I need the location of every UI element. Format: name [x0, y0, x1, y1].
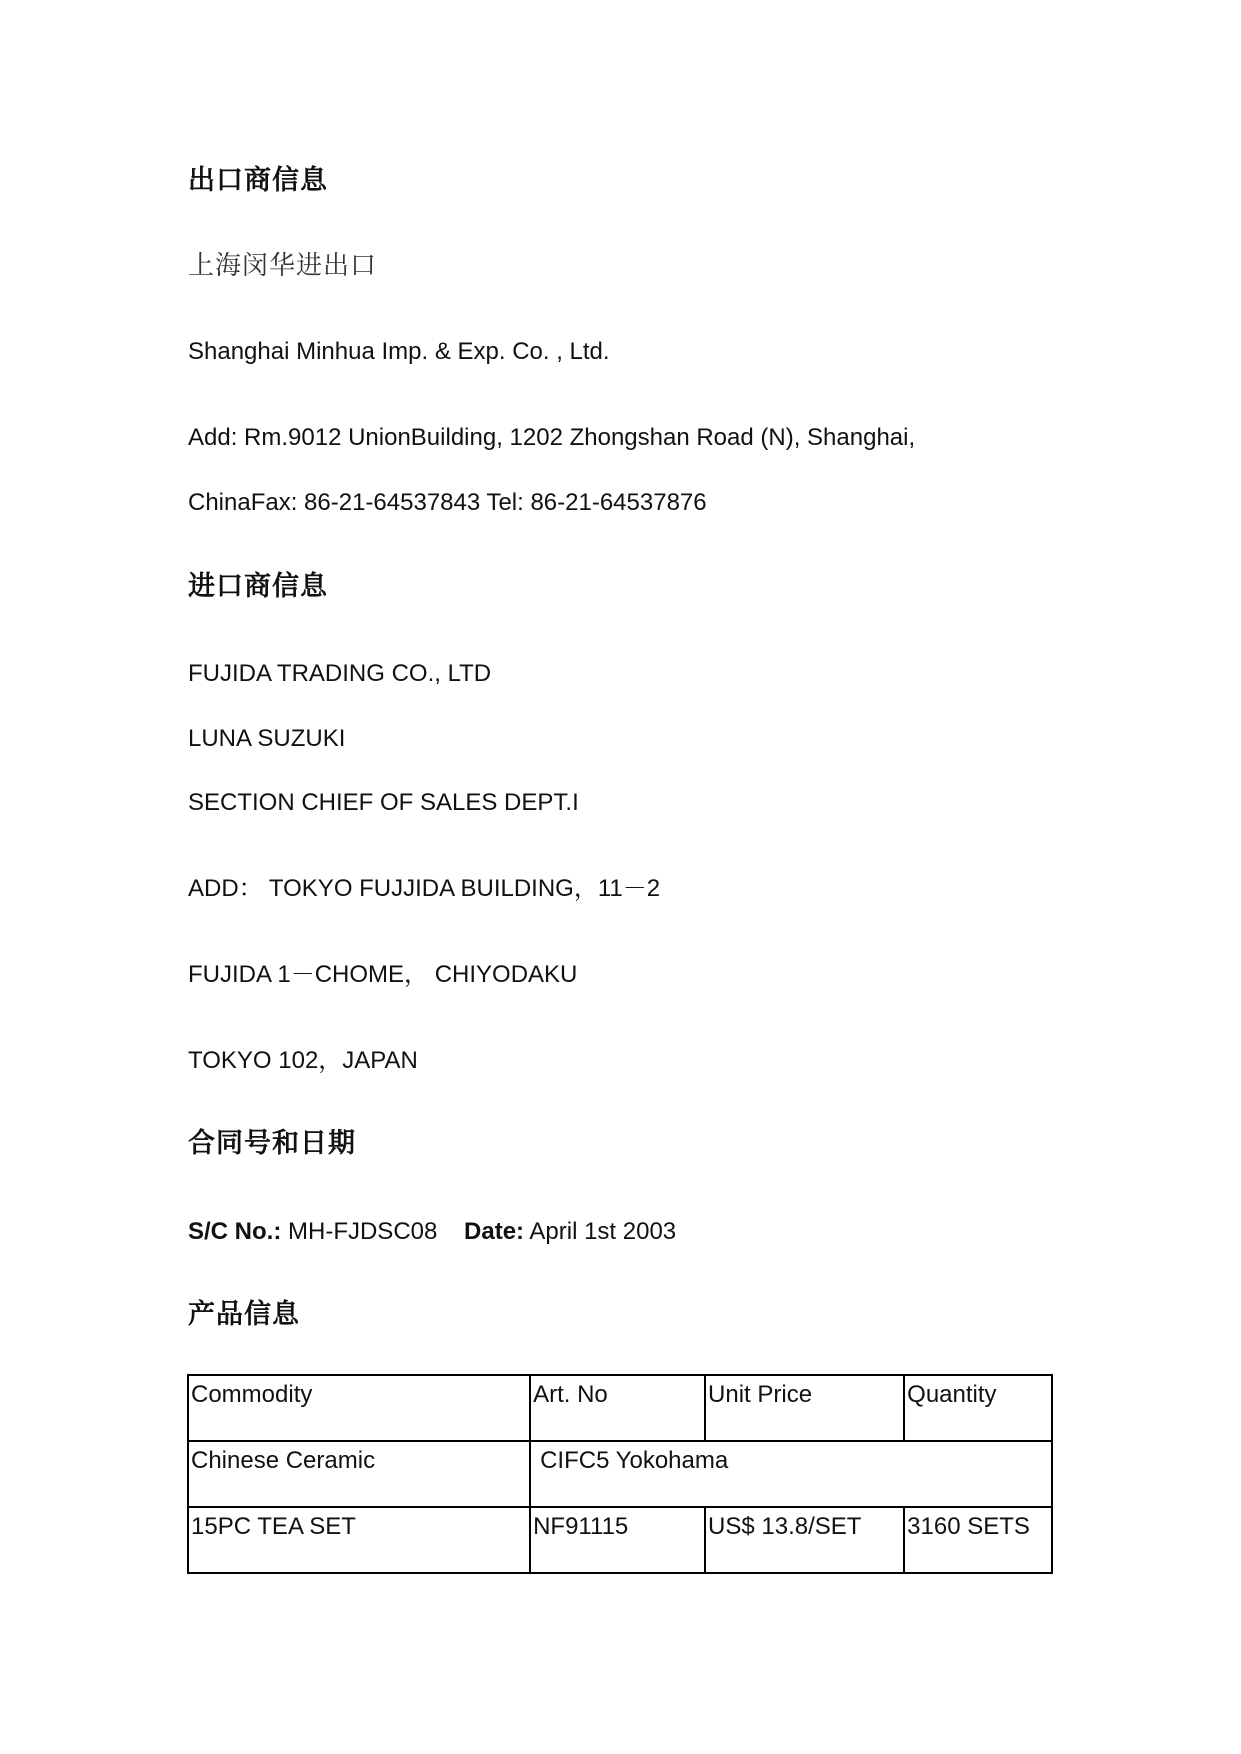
sc-no-value: MH-FJDSC08: [288, 1218, 438, 1245]
contract-line: [188, 1217, 676, 1247]
header-commodity: Commodity: [188, 1375, 530, 1441]
header-unit-price: Unit Price: [705, 1375, 904, 1441]
cell-commodity: Chinese Ceramic: [188, 1441, 530, 1507]
date-label: Date:: [464, 1218, 525, 1245]
cell-trade-terms: CIFC5 Yokohama: [530, 1441, 1052, 1507]
contract-heading: 合同号和日期: [188, 1128, 356, 1159]
exporter-contact-line: ChinaFax: 86-21-64537843 Tel: 86-21-64537876: [188, 489, 707, 516]
exporter-name-cn: 上海闵华进出口: [188, 251, 378, 281]
sc-no-label: S/C No.:: [188, 1218, 282, 1245]
cell-quantity: 3160 SETS: [904, 1507, 1052, 1573]
cell-unit-price: US$ 13.8/SET: [705, 1507, 904, 1573]
importer-address-line2: FUJIDA 1－CHOME， CHIYODAKU: [188, 961, 578, 988]
exporter-name-en: Shanghai Minhua Imp. & Exp. Co. , Ltd.: [188, 338, 610, 365]
date-value: April 1st 2003: [529, 1218, 677, 1245]
importer-title: SECTION CHIEF OF SALES DEPT.I: [188, 789, 579, 816]
importer-address-line1: ADD： TOKYO FUJJIDA BUILDING，11－2: [188, 875, 661, 902]
exporter-address-line1: Add: Rm.9012 UnionBuilding, 1202 Zhongshan Road (N), Shanghai,: [188, 424, 916, 451]
importer-company: FUJIDA TRADING CO., LTD: [188, 660, 492, 687]
exporter-heading: 出口商信息: [188, 165, 328, 196]
products-table: [187, 1374, 1053, 1574]
header-quantity: Quantity: [904, 1375, 1052, 1441]
importer-contact: LUNA SUZUKI: [188, 725, 346, 752]
cell-commodity: 15PC TEA SET: [188, 1507, 530, 1573]
importer-heading: 进口商信息: [188, 571, 328, 602]
products-heading: 产品信息: [188, 1299, 300, 1330]
table-header-row: [188, 1375, 1052, 1441]
table-row: [188, 1441, 1052, 1507]
cell-art-no: NF91115: [530, 1507, 705, 1573]
header-art-no: Art. No: [530, 1375, 705, 1441]
table-row: [188, 1507, 1052, 1573]
importer-address-line3: TOKYO 102，JAPAN: [188, 1047, 418, 1074]
